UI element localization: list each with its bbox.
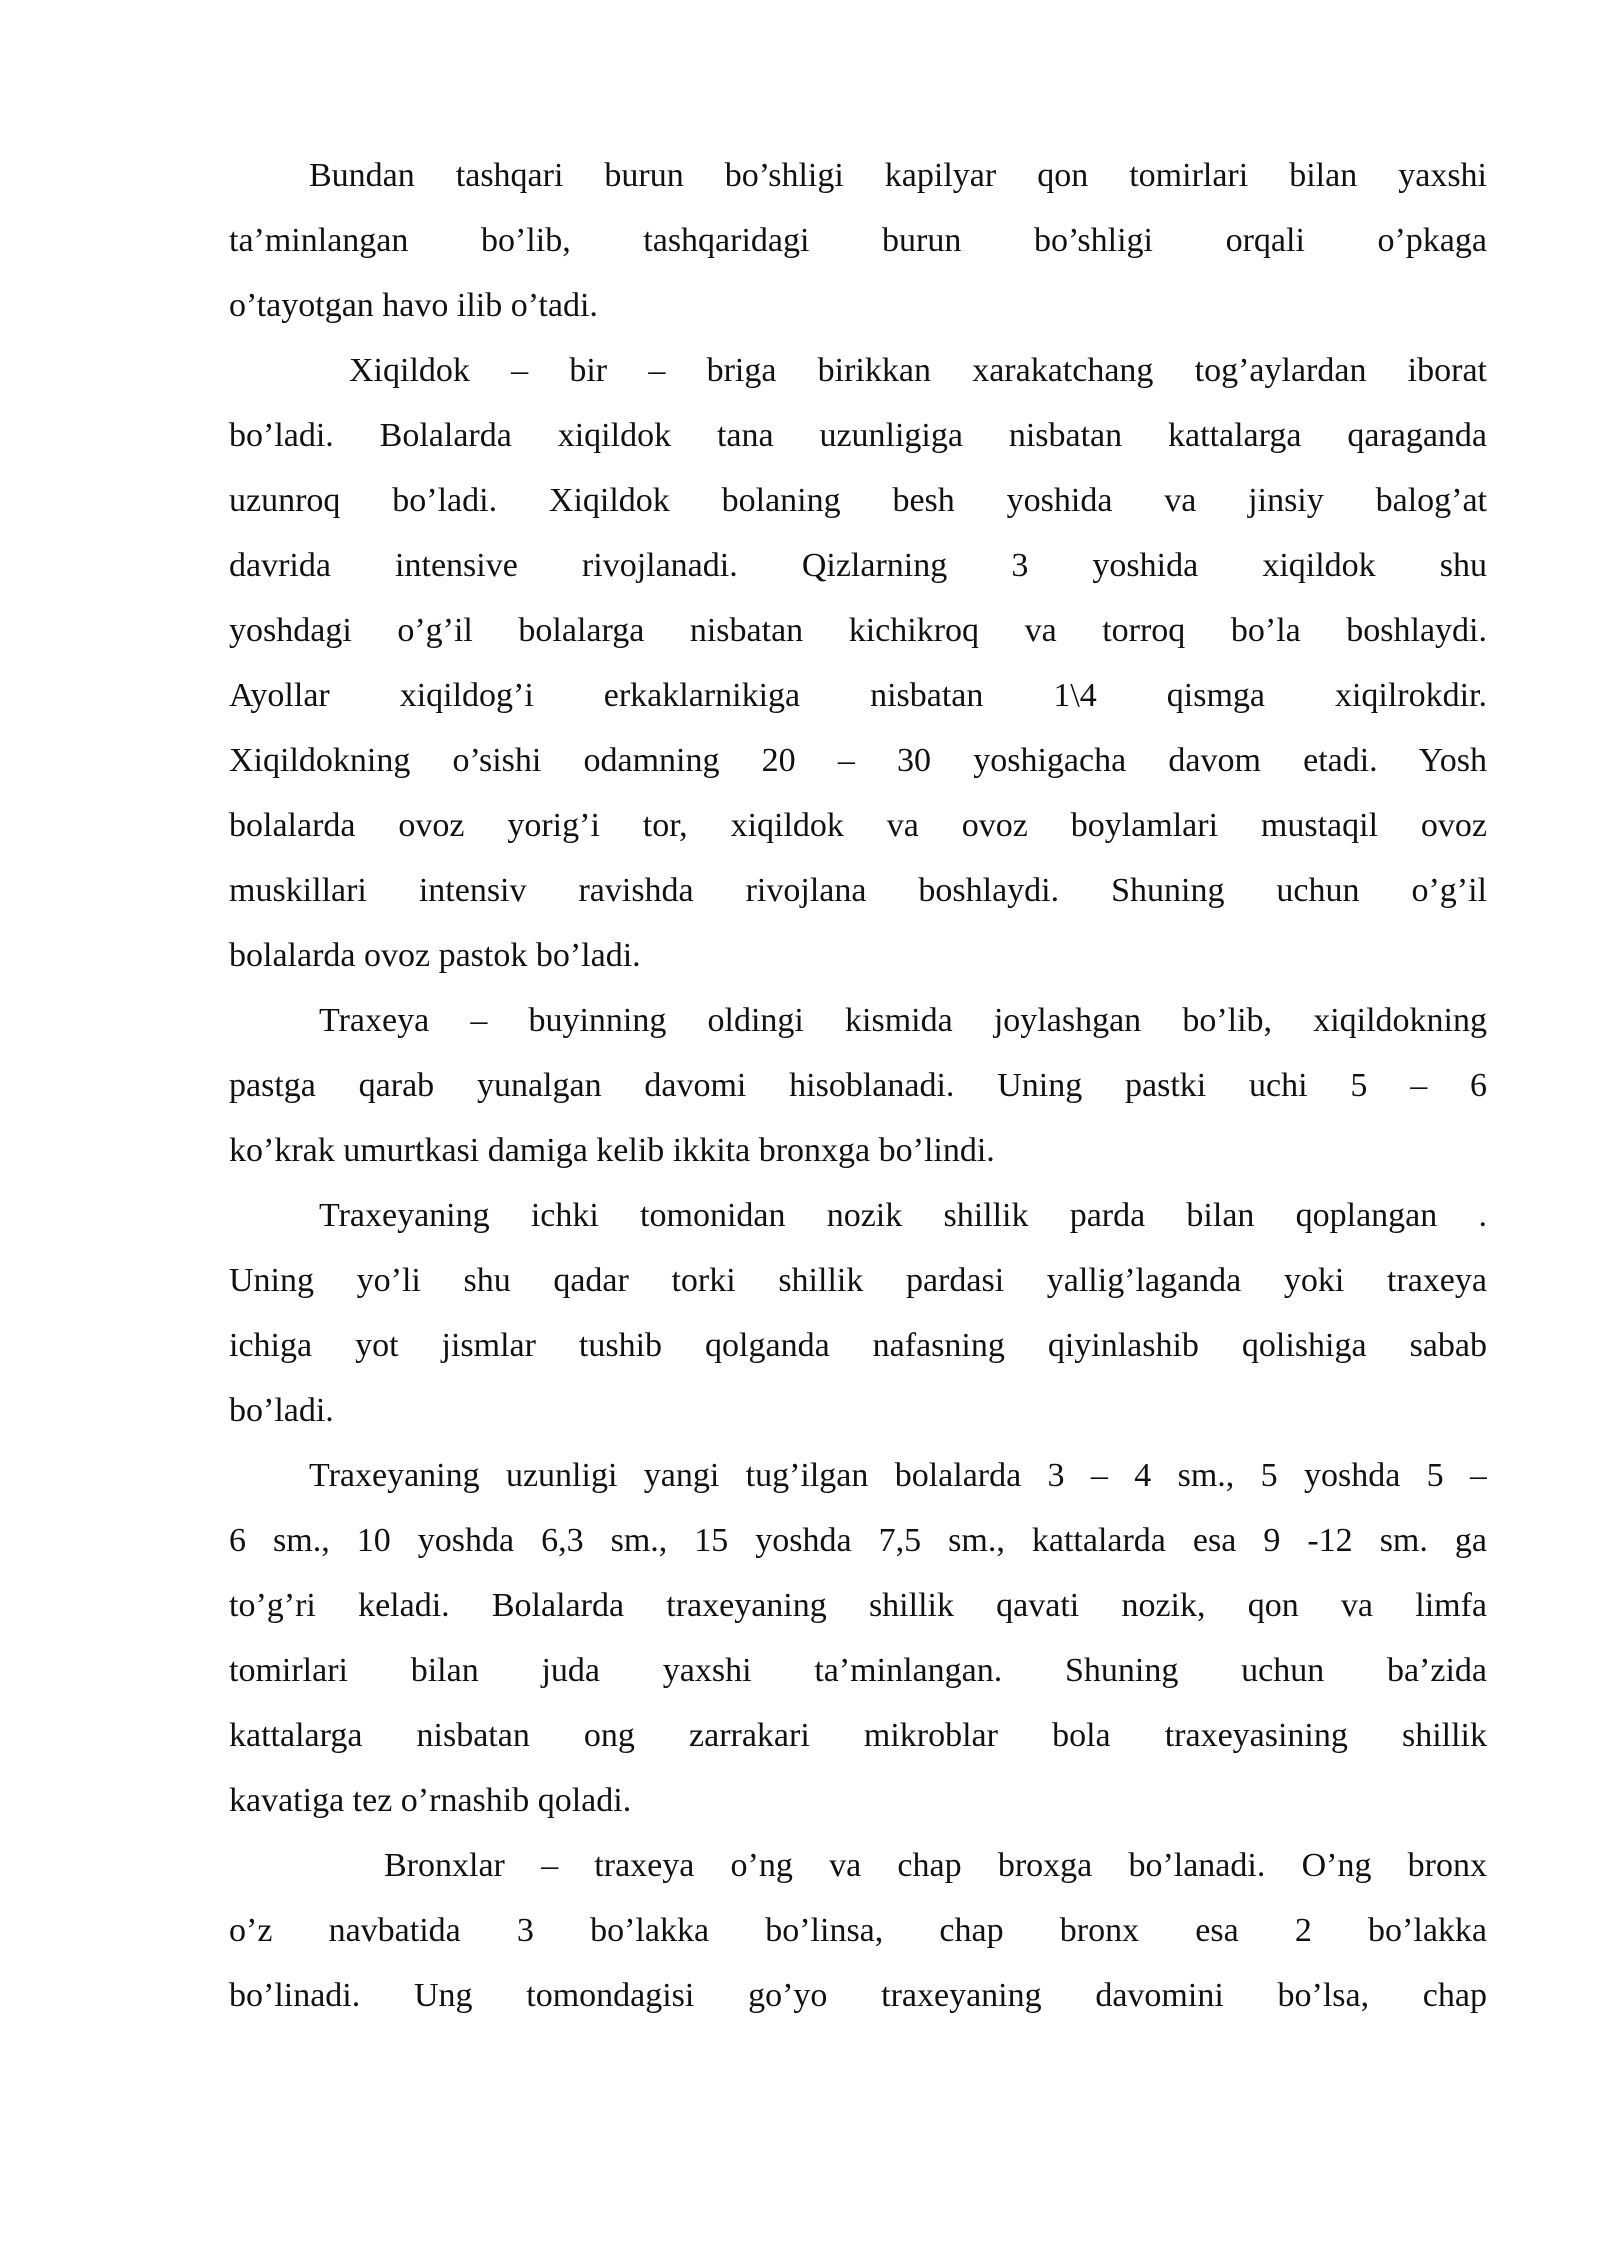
text-line: Traxeyaning ichki tomonidan nozik shillik parda bilan qoplangan . — [319, 1197, 1487, 1234]
text-line: o’tayotgan havo ilib o’tadi. — [229, 287, 598, 324]
text-line: yoshdagi o’g’il bolalarga nisbatan kichikroq va torroq bo’la boshlaydi. — [229, 612, 1487, 649]
text-line: davrida intensive rivojlanadi. Qizlarning 3 yoshida xiqildok shu — [229, 547, 1487, 584]
text-line: uzunroq bo’ladi. Xiqildok bolaning besh yoshida va jinsiy balog’at — [229, 482, 1487, 519]
text-line: 6 sm., 10 yoshda 6,3 sm., 15 yoshda 7,5 sm., kattalarda esa 9 -12 sm. ga — [229, 1522, 1487, 1559]
text-line: kavatiga tez o’rnashib qoladi. — [229, 1782, 632, 1819]
text-line: to’g’ri keladi. Bolalarda traxeyaning shillik qavati nozik, qon va limfa — [229, 1587, 1487, 1624]
text-line: Traxeya – buyinning oldingi kismida joylashgan bo’lib, xiqildokning — [319, 1002, 1487, 1039]
text-line: ichiga yot jismlar tushib qolganda nafasning qiyinlashib qolishiga sabab — [229, 1327, 1487, 1364]
text-line: ko’krak umurtkasi damiga kelib ikkita bronxga bo’lindi. — [229, 1132, 995, 1169]
text-line: Ayollar xiqildog’i erkaklarnikiga nisbatan 1\4 qismga xiqilrokdir. — [229, 677, 1487, 714]
text-line: Xiqildok – bir – briga birikkan xarakatchang tog’aylardan iborat — [349, 352, 1487, 389]
text-line: o’z navbatida 3 bo’lakka bo’linsa, chap bronx esa 2 bo’lakka — [229, 1912, 1487, 1949]
text-line: Bronxlar – traxeya o’ng va chap broxga bo’lanadi. O’ng bronx — [384, 1847, 1487, 1884]
text-line: ta’minlangan bo’lib, tashqaridagi burun bo’shligi orqali o’pkaga — [229, 222, 1487, 259]
text-line: Traxeyaning uzunligi yangi tug’ilgan bolalarda 3 – 4 sm., 5 yoshda 5 – — [309, 1457, 1487, 1494]
text-line: kattalarga nisbatan ong zarrakari mikroblar bola traxeyasining shillik — [229, 1717, 1487, 1754]
text-line: bo’ladi. Bolalarda xiqildok tana uzunligiga nisbatan kattalarga qaraganda — [229, 417, 1487, 454]
text-line: Bundan tashqari burun bo’shligi kapilyar qon tomirlari bilan yaxshi — [309, 157, 1487, 194]
text-line: bo’linadi. Ung tomondagisi go’yo traxeyaning davomini bo’lsa, chap — [229, 1977, 1487, 2014]
text-line: pastga qarab yunalgan davomi hisoblanadi. Uning pastki uchi 5 – 6 — [229, 1067, 1487, 1104]
text-line: muskillari intensiv ravishda rivojlana boshlaydi. Shuning uchun o’g’il — [229, 872, 1487, 909]
text-line: Xiqildokning o’sishi odamning 20 – 30 yoshigacha davom etadi. Yosh — [229, 742, 1487, 779]
text-line: Uning yo’li shu qadar torki shillik pardasi yallig’laganda yoki traxeya — [229, 1262, 1487, 1299]
text-line: tomirlari bilan juda yaxshi ta’minlangan. Shuning uchun ba’zida — [229, 1652, 1487, 1689]
text-line: bolalarda ovoz pastok bo’ladi. — [229, 937, 641, 974]
text-line: bolalarda ovoz yorig’i tor, xiqildok va ovoz boylamlari mustaqil ovoz — [229, 807, 1487, 844]
text-line: bo’ladi. — [229, 1392, 334, 1429]
